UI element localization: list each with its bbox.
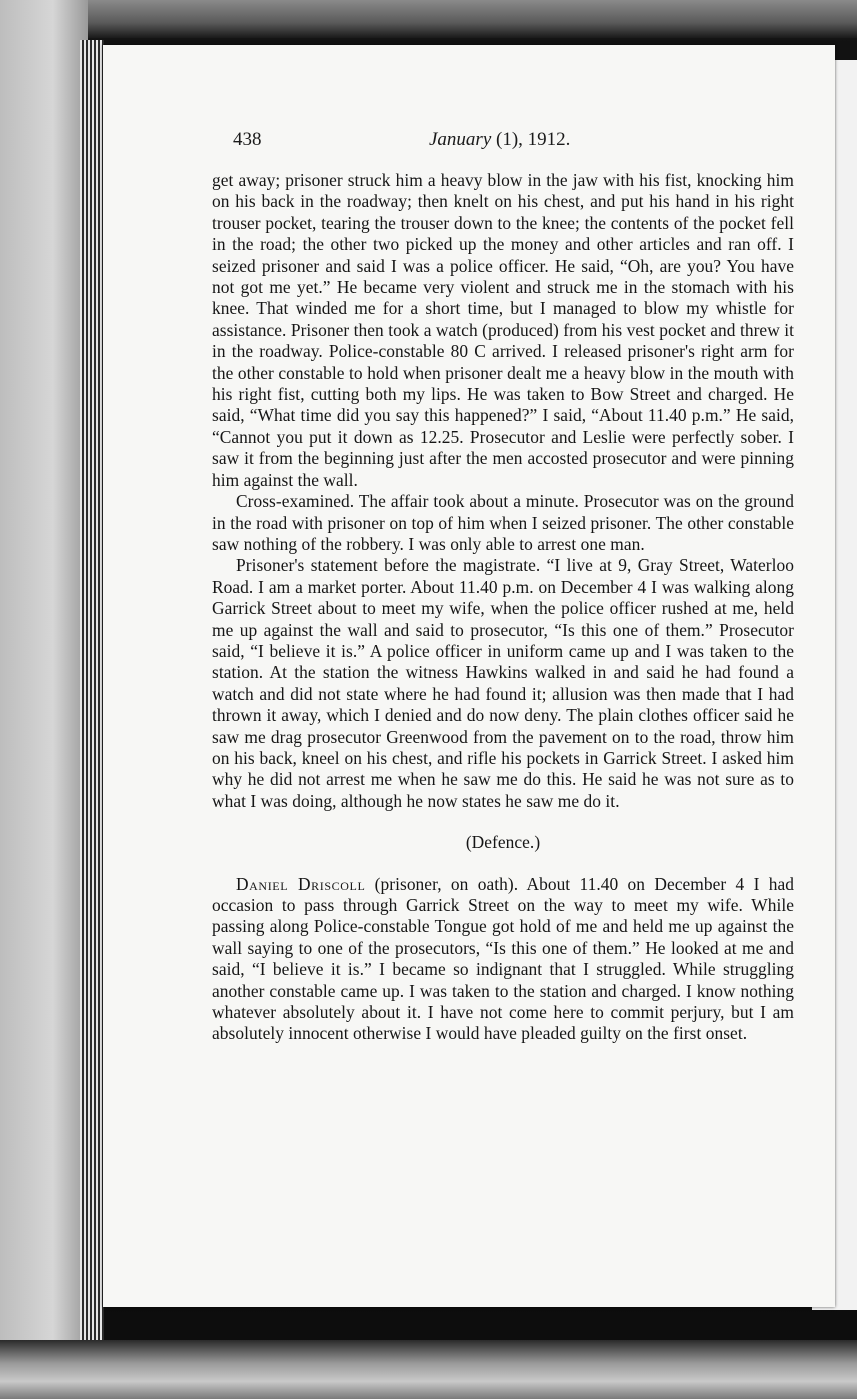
defence-text: (prisoner, on oath). About 11.40 on December 4 I had occasion to pass through Garrick Street on the way to meet my wife. While passing along Police-constable Tongue got hold of me and held me up against the wall saying to one of the prosecutors, “Is this one of them.” He looked at me and said, “I believe it is.” I became so indignant that I struggled. While struggling another constable came up. I was taken to the station and charged. I know nothing whatever absolutely about it. I have not come here to commit perjury, but I am absolutely innocent otherwise I would have pleaded guilty on the first onset. <box>212 873 794 1044</box>
testimony-paragraph: get away; prisoner struck him a heavy blow in the jaw with his fist, knocking him on his back in the roadway; then knelt on his chest, and put his hand in his right trouser pocket, tearing the trouser down to the knee; the contents of the pocket fell in the road; the other two picked up the money and other articles and ran off. I seized prisoner and said I was a police officer. He said, “Oh, are you? You have not got me yet.” He became very violent and struck me in the stomach with his knee. That winded me for a short time, but I managed to blow my whistle for assistance. Prisoner then took a watch (produced) from his vest pocket and threw it in the roadway. Police-constable 80 C arrived. I released prisoner's right arm for the other constable to hold when prisoner dealt me a heavy blow in the mouth with his right fist, cutting both my lips. He was taken to Bow Street and charged. He said, “What time did you say this happened?” I said, “About 11.40 p.m.” He said, “Cannot you put it down as 12.25. Prosecutor and Leslie were perfectly sober. I saw it from the beginning just after the men accosted prosecutor and were pinning him against the wall. <box>212 170 794 490</box>
page-date-month: January <box>429 129 492 150</box>
page-number: 438 <box>233 129 262 150</box>
top-background <box>0 0 857 38</box>
page-date-rest: (1), 1912. <box>491 129 571 150</box>
prisoner-statement-paragraph: Prisoner's statement before the magistrate. “I live at 9, Gray Street, Waterloo Road. I am a market porter. About 11.40 p.m. on December 4 I was walking along Garrick Street about to meet my wife, when the police officer rushed at me, held me up against the wall and said to prosecutor, “Is this one of them.” Prosecutor said, “I believe it is.” A police officer in uniform came up and I was taken to the station. At the station the witness Hawkins walked in and said he had found a watch and did not state where he had found it; allusion was then made that I had thrown it away, which I denied and do now deny. The plain clothes officer said he saw me drag prosecutor Greenwood from the pavement on to the road, throw him on his back, kneel on his chest, and rifle his pockets in Garrick Street. I asked him why he did not arrest me when he saw me do this. He said he was not sure as to what I was doing, although he now states he saw me do it. <box>212 555 794 811</box>
bottom-background <box>0 1340 857 1399</box>
defendant-name: Daniel Driscoll <box>236 873 366 894</box>
running-head <box>103 129 835 155</box>
defence-heading: (Defence.) <box>465 832 541 853</box>
book-page-edges <box>80 40 104 1340</box>
cross-examination-paragraph: Cross-examined. The affair took about a minute. Prosecutor was on the ground in the road with prisoner on top of him when I seized prisoner. The other constable saw nothing of the robbery. I was only able to arrest one man. <box>212 491 794 554</box>
left-background <box>0 0 88 1399</box>
page-date <box>429 129 570 151</box>
defence-paragraph <box>212 874 794 1045</box>
page-body <box>212 170 794 1045</box>
